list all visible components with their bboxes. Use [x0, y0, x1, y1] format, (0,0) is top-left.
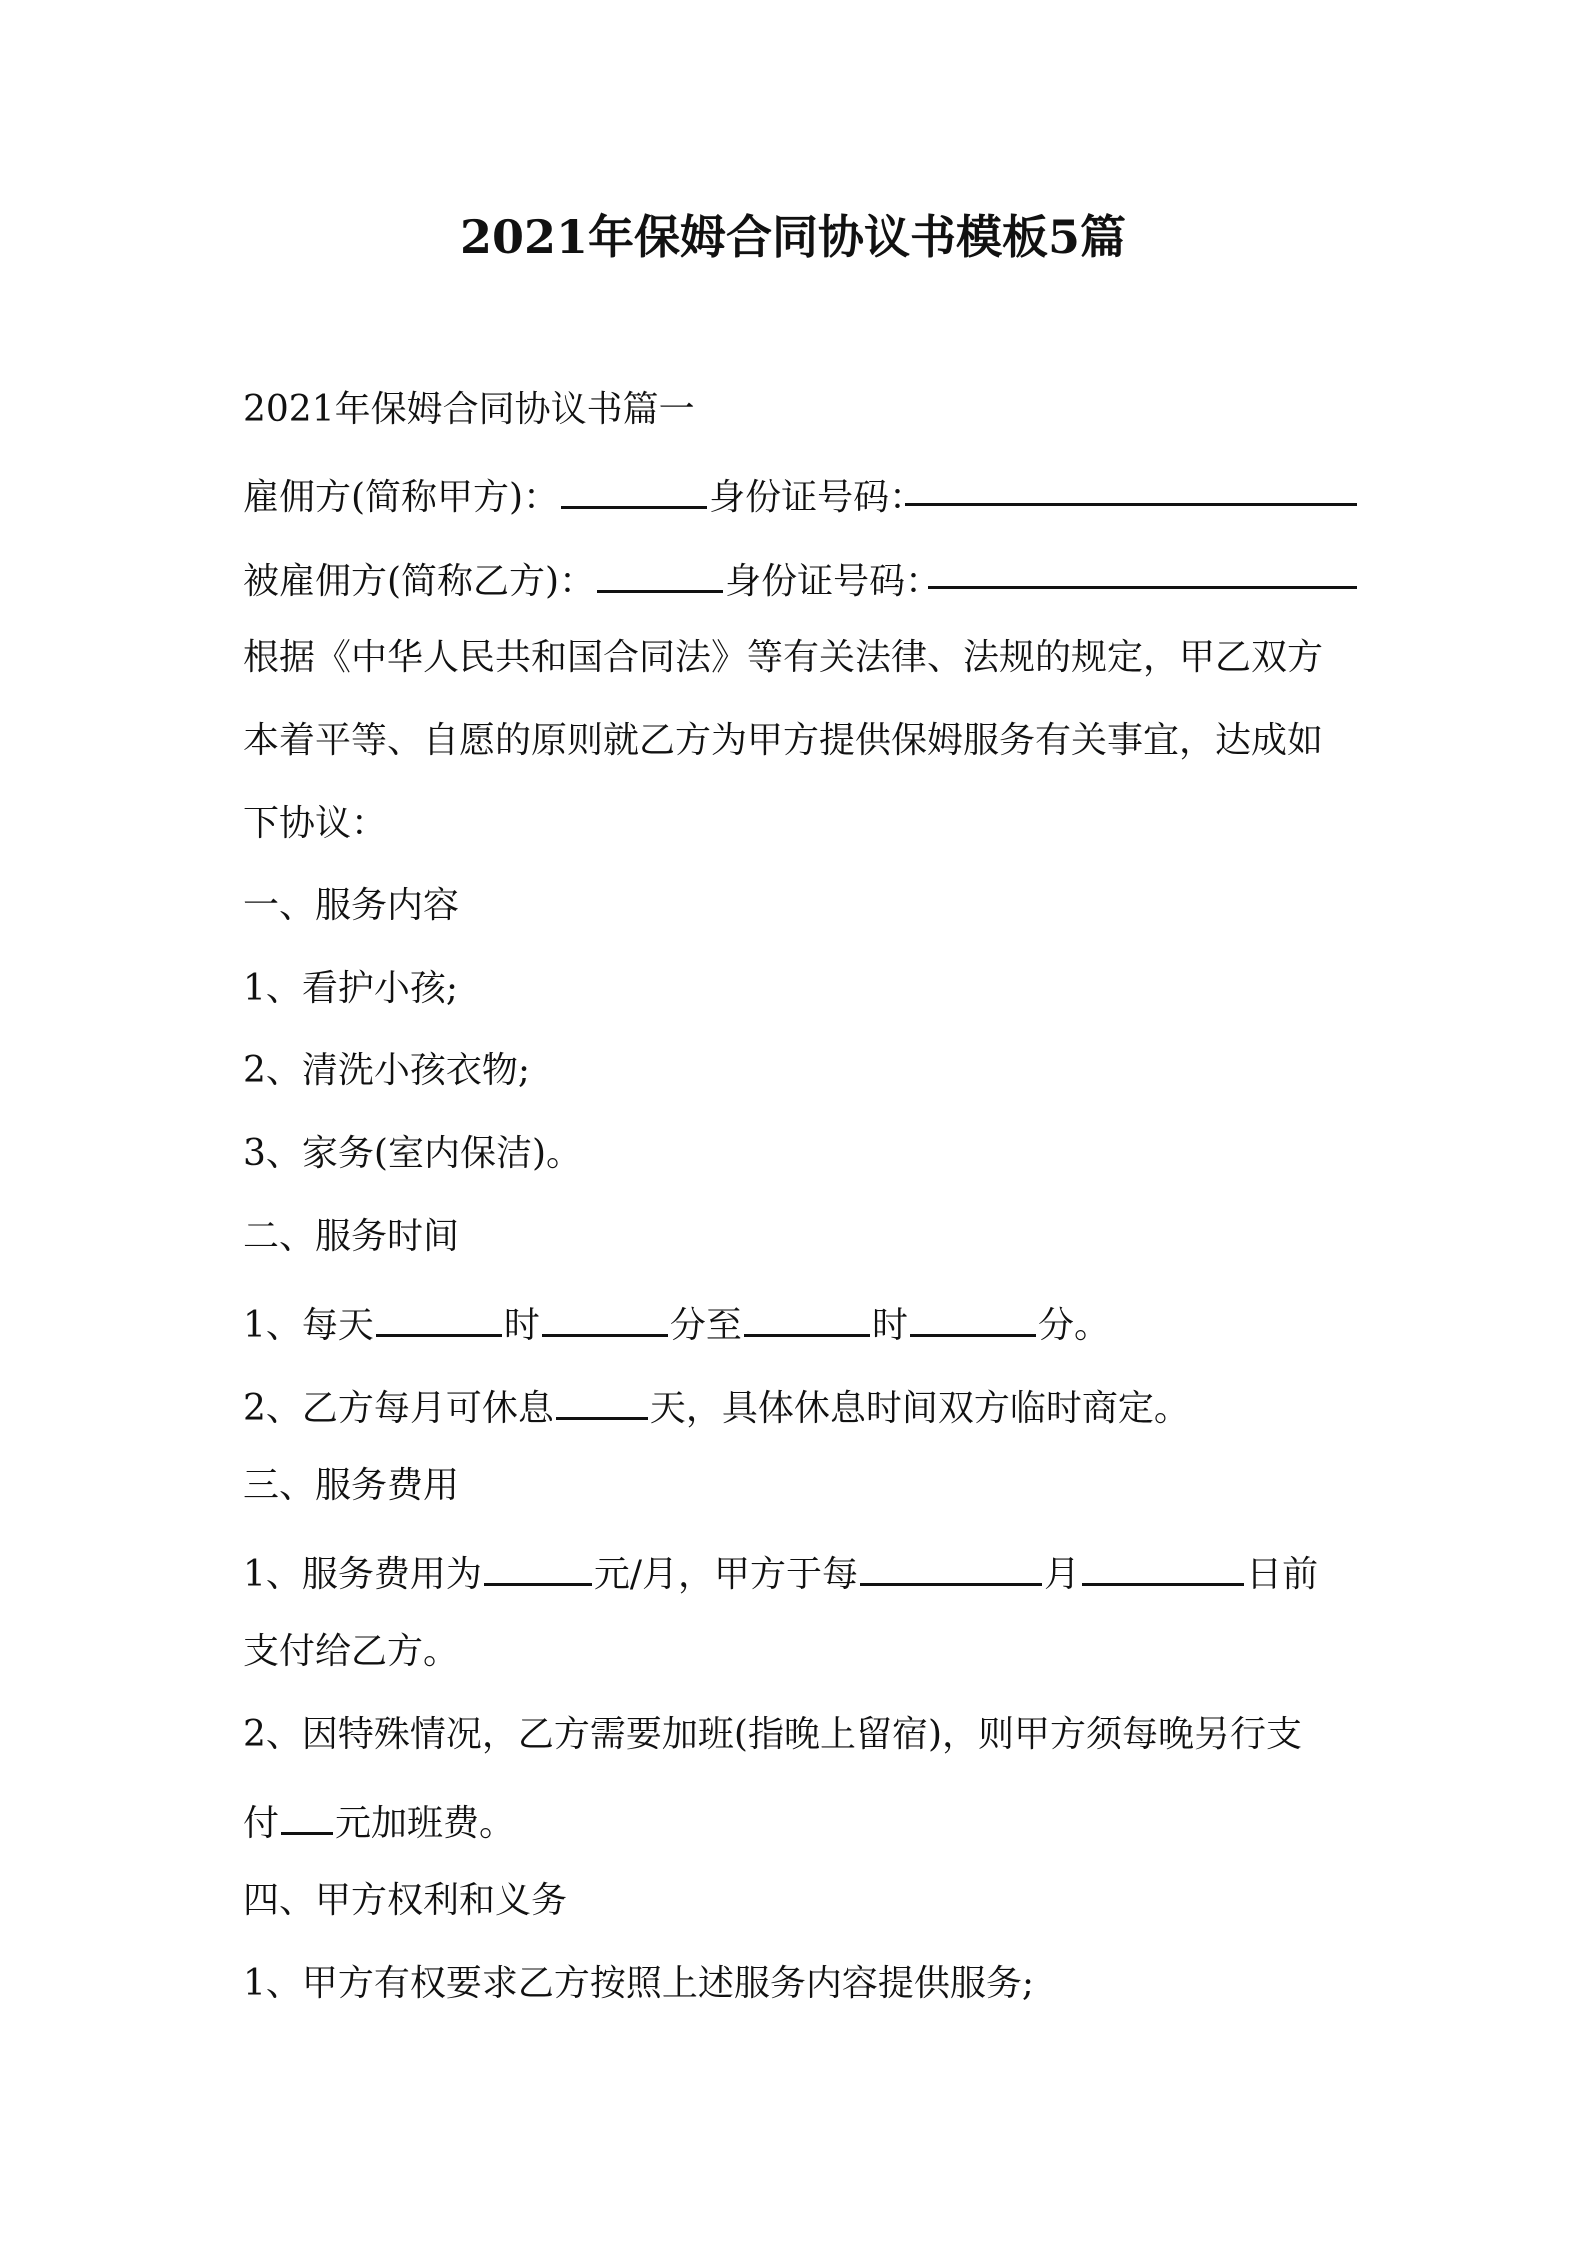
- section-3-item-1-cont: 支付给乙方。: [243, 1631, 460, 1672]
- end-minute-blank[interactable]: [910, 1292, 1036, 1337]
- intro-line-1: 根据《中华人民共和国合同法》等有关法律、法规的规定，甲乙双方: [243, 637, 1324, 678]
- party-b-label: 被雇佣方(简称乙方)：: [243, 561, 596, 602]
- overtime-suffix: 元加班费。: [335, 1803, 516, 1844]
- start-hour-blank[interactable]: [376, 1292, 502, 1337]
- fee-suffix: 日前: [1246, 1554, 1319, 1595]
- section-2-item-2: [243, 1375, 1190, 1431]
- party-b-id-blank[interactable]: [928, 586, 1357, 589]
- monthly-fee-blank[interactable]: [484, 1541, 592, 1586]
- party-a-name-blank[interactable]: [561, 464, 707, 509]
- party-a-label: 雇佣方(简称甲方)：: [243, 477, 560, 518]
- rest-days-blank[interactable]: [556, 1375, 648, 1420]
- section-3-item-2-cont: [243, 1790, 515, 1846]
- intro-line-2: 本着平等、自愿的原则就乙方为甲方提供保姆服务有关事宜，达成如: [243, 720, 1324, 761]
- pay-day-blank[interactable]: [1082, 1541, 1244, 1586]
- start-minute-blank[interactable]: [542, 1292, 668, 1337]
- section-3-heading: 三、服务费用: [243, 1465, 460, 1506]
- party-b-name-blank[interactable]: [597, 548, 723, 593]
- minute-label-2: 分。: [1037, 1305, 1110, 1346]
- hour-label-1: 时: [503, 1305, 540, 1346]
- section-4-item-1: 1、甲方有权要求乙方按照上述服务内容提供服务;: [243, 1963, 1035, 2004]
- daily-time-prefix: 1、每天: [243, 1305, 374, 1346]
- party-b-line: [243, 548, 941, 604]
- minute-to-label: 分至: [669, 1305, 742, 1346]
- section-2-item-1: [243, 1292, 1110, 1348]
- section-3-item-2: 2、因特殊情况，乙方需要加班(指晚上留宿)，则甲方须每晚另行支: [243, 1714, 1302, 1755]
- overtime-fee-blank[interactable]: [281, 1790, 333, 1835]
- section-3-item-1: [243, 1541, 1318, 1597]
- fee-prefix: 1、服务费用为: [243, 1554, 482, 1595]
- overtime-prefix: 付: [243, 1803, 280, 1844]
- section-1-item-3: 3、家务(室内保洁)。: [243, 1133, 582, 1174]
- section-heading: 2021年保姆合同协议书篇一: [243, 389, 695, 430]
- section-1-item-1: 1、看护小孩;: [243, 968, 459, 1009]
- hour-label-2: 时: [871, 1305, 908, 1346]
- intro-line-3: 下协议：: [243, 803, 388, 844]
- party-a-id-blank[interactable]: [905, 503, 1357, 506]
- document-title: 2021年保姆合同协议书模板5篇: [459, 210, 1127, 264]
- pay-month-blank[interactable]: [860, 1541, 1042, 1586]
- party-a-line: [243, 464, 925, 520]
- section-1-item-2: 2、清洗小孩衣物;: [243, 1050, 531, 1091]
- fee-mid-2: 月: [1044, 1554, 1081, 1595]
- fee-mid-1: 元/月，甲方于每: [593, 1554, 859, 1595]
- section-1-heading: 一、服务内容: [243, 885, 460, 926]
- rest-days-suffix: 天，具体休息时间双方临时商定。: [649, 1388, 1190, 1429]
- end-hour-blank[interactable]: [744, 1292, 870, 1337]
- section-2-heading: 二、服务时间: [243, 1216, 460, 1257]
- party-a-id-label: 身份证号码：: [709, 477, 926, 518]
- party-b-id-label: 身份证号码：: [725, 561, 942, 602]
- rest-days-prefix: 2、乙方每月可休息: [243, 1388, 554, 1429]
- section-4-heading: 四、甲方权利和义务: [243, 1880, 568, 1921]
